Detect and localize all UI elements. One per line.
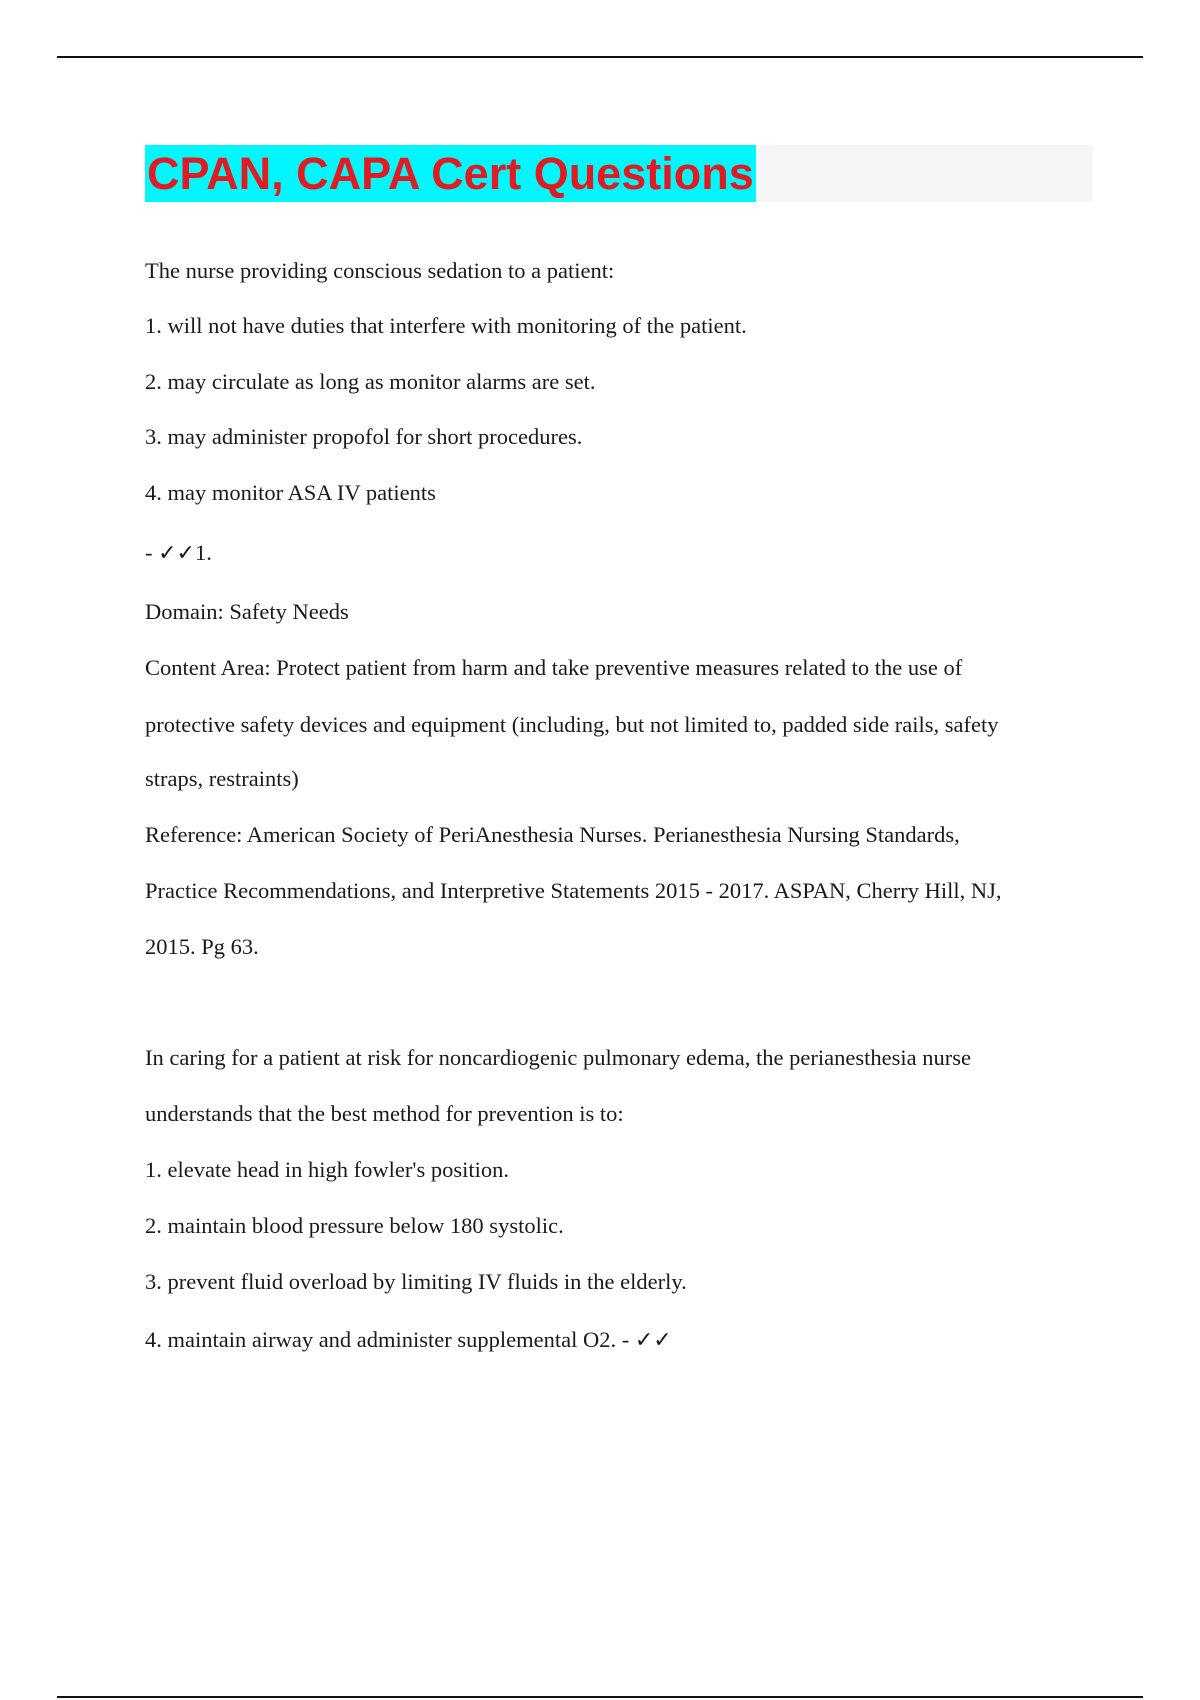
question-1-domain: Domain: Safety Needs [145,599,349,624]
checkmark-icon: ✓✓ [634,1328,672,1353]
checkmark-icon: ✓✓ [158,541,195,566]
question-1-stem: The nurse providing conscious sedation to a patient: [145,258,615,283]
question-2-stem-line-1: In caring for a patient at risk for noncardiogenic pulmonary edema, the perianesthesia nurse [145,1045,971,1070]
content-area-line-3: straps, restraints) [145,766,299,791]
question-1-option-3: 3. may administer propofol for short procedures. [145,424,583,449]
reference-line-2: Practice Recommendations, and Interpretive Statements 2015 - 2017. ASPAN, Cherry Hill, NJ, [145,878,1002,903]
question-2-option-4-text: 4. maintain airway and administer supplemental O2. - [145,1327,635,1352]
question-2-option-4 [145,1325,672,1356]
content-area-line-1: Content Area: Protect patient from harm and take preventive measures related to the use of [145,655,963,680]
question-1-option-1: 1. will not have duties that interfere with monitoring of the patient. [145,313,747,338]
question-2-option-3: 3. prevent fluid overload by limiting IV fluids in the elderly. [145,1269,687,1294]
question-1-option-4: 4. may monitor ASA IV patients [145,480,436,505]
reference-line-1: Reference: American Society of PeriAnesthesia Nurses. Perianesthesia Nursing Standards, [145,822,960,847]
top-rule [57,56,1143,58]
answer-prefix: - [145,540,159,565]
question-1-answer [145,538,212,569]
question-1-option-2: 2. may circulate as long as monitor alarms are set. [145,369,596,394]
question-2-option-1: 1. elevate head in high fowler's position. [145,1157,509,1182]
reference-line-3: 2015. Pg 63. [145,934,259,959]
content-area-line-2: protective safety devices and equipment (including, but not limited to, padded side rails, safety [145,712,999,737]
question-2-stem-line-2: understands that the best method for prevention is to: [145,1101,624,1126]
answer-value: 1. [195,540,212,565]
document-title: CPAN, CAPA Cert Questions [145,145,756,202]
question-2-option-2: 2. maintain blood pressure below 180 systolic. [145,1213,564,1238]
bottom-rule [57,1696,1143,1698]
